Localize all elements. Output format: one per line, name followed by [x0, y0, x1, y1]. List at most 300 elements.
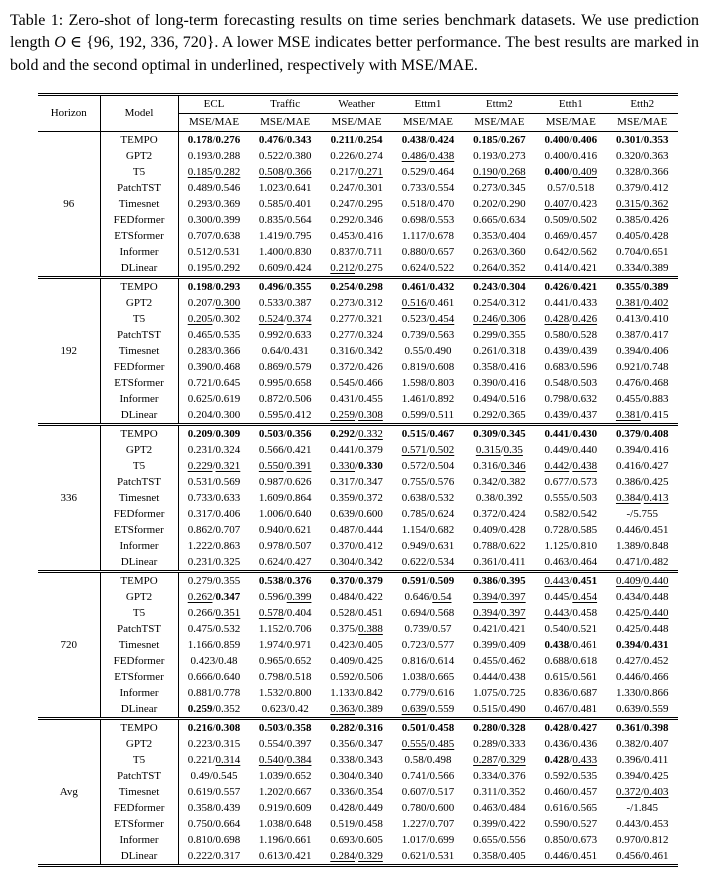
metric-value: 0.457: [572, 230, 598, 243]
metric-value: 0.324: [358, 329, 383, 342]
metric-value: 0.261: [473, 345, 498, 358]
table-row: [38, 669, 678, 685]
table-row: [38, 148, 678, 164]
result-cell: 0.400/0.409: [544, 166, 598, 179]
metric-value: 0.542: [572, 508, 598, 521]
metric-value: 0.246: [473, 313, 498, 326]
metric-value: 0.468: [643, 377, 669, 390]
horizon-label: 336: [38, 425, 100, 572]
metric-value: 0.444: [358, 524, 383, 537]
result-cell: 0.259/0.308: [330, 409, 383, 422]
metric-value: 0.655: [473, 834, 498, 847]
metric-value: 0.467: [429, 428, 455, 441]
metric-value: 0.301: [615, 134, 641, 147]
metric-value: 0.330: [330, 460, 356, 473]
metric-value: 0.427: [572, 722, 598, 735]
metric-value: 0.428: [330, 802, 356, 815]
model-label: Timesnet: [100, 637, 178, 653]
metric-value: 0.315: [615, 198, 641, 211]
metric-value: 0.446: [544, 850, 570, 863]
model-label: FEDformer: [100, 653, 178, 669]
result-cell: 0.965/0.652: [258, 655, 312, 668]
metric-value: 0.185: [473, 134, 498, 147]
metric-value: 0.226: [330, 150, 356, 163]
metric-value: 0.532: [215, 623, 241, 636]
metric-value: 0.212: [330, 262, 356, 275]
horizon-block-96: [38, 132, 678, 278]
result-cell: 0.438/0.461: [544, 639, 598, 652]
result-cell: 0.444/0.438: [473, 671, 526, 684]
result-cell: 1.419/0.795: [258, 230, 312, 243]
metric-value: 0.512: [187, 246, 213, 259]
table-row: [38, 490, 678, 506]
metric-value: 0.231: [187, 444, 213, 457]
result-cell: 0.443/0.458: [544, 607, 598, 620]
result-cell: 0.423/0.48: [190, 655, 238, 668]
metric-value: 0.798: [544, 393, 570, 406]
metric-value: 0.521: [572, 623, 598, 636]
metric-value: 1.227: [401, 818, 427, 831]
result-cell: 0.247/0.295: [330, 198, 383, 211]
result-cell: 0.381/0.415: [615, 409, 669, 422]
metric-value: 0.585: [258, 198, 284, 211]
metric-value: 0.859: [215, 639, 241, 652]
metric-value: 0.436: [572, 738, 598, 751]
metric-value: 0.353: [473, 230, 498, 243]
metric-value: 0.624: [258, 556, 284, 569]
result-cell: 0.334/0.376: [473, 770, 526, 783]
metric-value: 0.254: [330, 281, 356, 294]
metric-value: 0.391: [286, 460, 312, 473]
metric-value: 0.506: [286, 393, 312, 406]
metric-value: 0.561: [572, 671, 598, 684]
result-cell: 1.400/0.830: [258, 246, 312, 259]
result-cell: 0.292/0.332: [330, 428, 383, 441]
metric-value: 0.490: [500, 703, 526, 716]
metric-value: 0.518: [569, 182, 595, 195]
metric-value: 0.342: [358, 556, 383, 569]
metric-value: 0.387: [286, 297, 312, 310]
metric-value: 0.385: [615, 214, 641, 227]
metric-value: 0.566: [429, 770, 455, 783]
result-cell: 0.273/0.345: [473, 182, 526, 195]
metric-value: 0.411: [501, 556, 526, 569]
result-cell: 0.585/0.401: [258, 198, 312, 211]
table-row: [38, 244, 678, 260]
metric-value: 0.372: [473, 508, 498, 521]
result-cell: 0.372/0.424: [473, 508, 526, 521]
metric-value: 0.427: [615, 655, 641, 668]
metric-value: 1.133: [330, 687, 356, 700]
result-cell: 0.413/0.410: [615, 313, 669, 326]
metric-value: 0.247: [330, 182, 356, 195]
metric-value: 0.431: [330, 393, 356, 406]
metric-value: 0.382: [615, 738, 641, 751]
table-row: [38, 375, 678, 391]
metric-value: 0.626: [286, 476, 312, 489]
metric-value: 0.205: [187, 313, 213, 326]
result-cell: 0.334/0.389: [615, 262, 669, 275]
metric-value: 0.830: [286, 246, 312, 259]
table-row: [38, 605, 678, 621]
result-cell: 0.707/0.638: [187, 230, 241, 243]
metric-value: 1.400: [258, 246, 284, 259]
metric-value: 0.394: [615, 639, 641, 652]
horizon-label: 96: [38, 132, 100, 278]
metric-value: 0.311: [473, 786, 498, 799]
metric-value: 1.532: [258, 687, 284, 700]
result-cell: 0.387/0.417: [615, 329, 669, 342]
model-label: FEDformer: [100, 800, 178, 816]
table-row: [38, 458, 678, 474]
result-cell: 0.446/0.451: [615, 524, 669, 537]
result-cell: 0.461/0.432: [401, 281, 455, 294]
metric-value: 0.404: [286, 607, 312, 620]
metric-value: 0.529: [401, 166, 427, 179]
metric-value: 0.336: [330, 786, 356, 799]
metric-value: 0.780: [401, 802, 427, 815]
metric-value: 0.503: [572, 492, 598, 505]
result-cell: 0.304/0.342: [330, 556, 383, 569]
metric-value: 0.292: [330, 428, 356, 441]
metric-value: 0.778: [215, 687, 241, 700]
result-cell: 0.279/0.355: [187, 575, 241, 588]
metric-value: 0.978: [258, 540, 284, 553]
metric-value: 0.355: [286, 281, 312, 294]
result-cell: 0.381/0.402: [615, 297, 669, 310]
result-cell: 0.361/0.411: [473, 556, 526, 569]
result-cell: 0.363/0.389: [330, 703, 383, 716]
metric-value: 0.486: [401, 150, 427, 163]
metric-value: 0.268: [500, 166, 526, 179]
metric-value: 0.921: [615, 361, 641, 374]
metric-value: 0.842: [358, 687, 383, 700]
metric-value: 0.300: [187, 214, 213, 227]
metric-value: 0.399: [473, 639, 498, 652]
metric-value: 0.463: [473, 802, 498, 815]
result-cell: 0.311/0.352: [473, 786, 526, 799]
result-cell: 0.881/0.778: [187, 687, 241, 700]
metric-value: 0.657: [429, 246, 455, 259]
metric-value: 0.413: [643, 492, 669, 505]
metric-value: 0.518: [401, 198, 427, 211]
result-cell: 0.469/0.457: [544, 230, 598, 243]
metric-value: 0.416: [500, 361, 526, 374]
metric-value: 0.271: [358, 166, 383, 179]
metric-value: 0.618: [572, 655, 598, 668]
metric-value: 0.522: [258, 150, 284, 163]
metric-value: 0.416: [572, 150, 598, 163]
metric-value: 0.343: [286, 134, 312, 147]
metric-value: 1.152: [258, 623, 284, 636]
table-row: [38, 196, 678, 212]
metric-value: 0.465: [187, 329, 213, 342]
metric-value: 0.531: [215, 246, 241, 259]
result-cell: 0.423/0.405: [330, 639, 383, 652]
metric-value: 0.431: [643, 639, 669, 652]
model-label: T5: [100, 311, 178, 327]
metric-value: 0.243: [473, 281, 498, 294]
result-cell: 0.254/0.298: [330, 281, 383, 294]
metric-value: 0.595: [258, 409, 284, 422]
result-cell: 0.455/0.883: [615, 393, 669, 406]
result-cell: 1.017/0.699: [401, 834, 455, 847]
metric-value: 0.314: [215, 754, 241, 767]
metric-value: 0.451: [572, 575, 598, 588]
metric-value: 0.608: [429, 361, 455, 374]
result-cell: 0.439/0.439: [544, 345, 598, 358]
model-label: FEDformer: [100, 506, 178, 522]
result-cell: 0.421/0.421: [473, 623, 526, 636]
metric-value: 0.621: [286, 524, 312, 537]
result-cell: 0.427/0.452: [615, 655, 669, 668]
model-label: DLinear: [100, 848, 178, 866]
metric-value: 0.300: [215, 297, 241, 310]
metric-value: 0.863: [215, 540, 241, 553]
metric-value: 0.287: [473, 754, 498, 767]
result-cell: 0.58/0.498: [404, 754, 452, 767]
metric-value: 0.254: [357, 134, 383, 147]
metric-value: 0.798: [258, 671, 284, 684]
metric-value: 0.699: [429, 834, 455, 847]
metric-value: 0.354: [358, 786, 383, 799]
model-label: Timesnet: [100, 343, 178, 359]
result-cell: 0.693/0.605: [330, 834, 383, 847]
metric-value: 0.372: [330, 361, 356, 374]
metric-value: 0.576: [429, 476, 455, 489]
table-row: [38, 164, 678, 180]
result-cell: 0.441/0.379: [330, 444, 383, 457]
table-row: [38, 832, 678, 848]
metric-value: 0.741: [401, 770, 427, 783]
result-cell: 1.461/0.892: [401, 393, 455, 406]
result-cell: 0.449/0.440: [544, 444, 598, 457]
metric-value: 0.400: [544, 166, 570, 179]
metric-value: 0.651: [643, 246, 669, 259]
model-label: GPT2: [100, 148, 178, 164]
result-cell: 0.394/0.406: [615, 345, 669, 358]
dataset-header-traffic: Traffic: [249, 95, 320, 114]
result-cell: 0.872/0.506: [258, 393, 312, 406]
result-cell: 0.379/0.408: [615, 428, 669, 441]
dataset-header-etth2: Etth2: [606, 95, 678, 114]
result-cell: 0.548/0.503: [544, 377, 598, 390]
metric-value: 0.417: [643, 329, 669, 342]
result-cell: 0.518/0.470: [401, 198, 455, 211]
model-label: Informer: [100, 685, 178, 701]
metric-value: 0.555: [401, 738, 427, 751]
metric-value: 0.416: [643, 444, 669, 457]
metric-value: 0.641: [286, 182, 312, 195]
result-cell: 0.358/0.416: [473, 361, 526, 374]
result-cell: 0.409/0.428: [473, 524, 526, 537]
table-row: [38, 474, 678, 490]
metric-value: 0.292: [330, 214, 356, 227]
metric-value: 0.446: [615, 671, 641, 684]
result-cell: 0.503/0.356: [258, 428, 312, 441]
result-cell: 0.57/0.518: [547, 182, 595, 195]
metric-value: 0.321: [358, 313, 383, 326]
horizon-label: Avg: [38, 719, 100, 866]
metric-value: 0.471: [615, 556, 641, 569]
result-cell: 0.394/0.416: [615, 444, 669, 457]
result-cell: -/1.845: [626, 802, 658, 815]
result-cell: 0.880/0.657: [401, 246, 455, 259]
result-cell: 0.850/0.673: [544, 834, 598, 847]
result-cell: 0.816/0.614: [401, 655, 455, 668]
metric-value: 0.565: [572, 802, 598, 815]
result-cell: 0.266/0.351: [187, 607, 241, 620]
metric-value: 0.562: [572, 246, 598, 259]
result-cell: 0.590/0.527: [544, 818, 598, 831]
result-cell: 0.254/0.312: [473, 297, 526, 310]
metric-value: 0.677: [544, 476, 570, 489]
model-label: T5: [100, 458, 178, 474]
metric-value: 0.872: [258, 393, 284, 406]
metric-value: 0.572: [401, 460, 427, 473]
metric-value: 0.325: [215, 556, 241, 569]
model-label: GPT2: [100, 295, 178, 311]
metric-value: 0.506: [358, 671, 383, 684]
result-cell: 0.273/0.312: [330, 297, 383, 310]
model-label: DLinear: [100, 407, 178, 425]
metric-value: 0.360: [500, 246, 526, 259]
metric-value: 0.356: [330, 738, 356, 751]
metric-value: 0.401: [286, 198, 312, 211]
result-cell: 0.330/0.330: [330, 460, 383, 473]
result-cell: 0.390/0.468: [187, 361, 241, 374]
result-cell: 0.529/0.464: [401, 166, 455, 179]
metric-value: 0.209: [187, 428, 213, 441]
result-cell: 0.578/0.404: [258, 607, 312, 620]
metric-value: 1.075: [473, 687, 498, 700]
metric-value: 0.779: [401, 687, 427, 700]
metric-value: 0.638: [215, 230, 241, 243]
result-cell: 0.819/0.608: [401, 361, 455, 374]
result-cell: 0.592/0.506: [330, 671, 383, 684]
metric-value: 0.517: [429, 786, 455, 799]
metric-value: 0.321: [215, 460, 241, 473]
metric-value: 0.622: [401, 556, 427, 569]
header-row-datasets: [38, 95, 678, 114]
metric-value: 0.309: [215, 428, 241, 441]
metric-value: 0.683: [544, 361, 570, 374]
metric-value: 0.613: [258, 850, 284, 863]
metric-value: 0.426: [643, 214, 669, 227]
table-row: [38, 752, 678, 768]
metric-value: 0.443: [544, 607, 570, 620]
metric-value: 0.204: [187, 409, 213, 422]
result-cell: 0.538/0.376: [258, 575, 312, 588]
result-cell: 0.399/0.409: [473, 639, 526, 652]
metric-value: 0.363: [643, 150, 669, 163]
metric-value: 0.476: [615, 377, 641, 390]
metric-value: 0.682: [429, 524, 455, 537]
result-cell: 1.154/0.682: [401, 524, 455, 537]
metric-value: 0.332: [358, 428, 383, 441]
metric-value: 0.198: [187, 281, 213, 294]
result-cell: 0.428/0.449: [330, 802, 383, 815]
result-cell: 0.456/0.461: [615, 850, 669, 863]
result-cell: 0.836/0.687: [544, 687, 598, 700]
result-cell: 0.476/0.468: [615, 377, 669, 390]
metric-value: 0.458: [429, 722, 455, 735]
metric-value: 0.178: [187, 134, 213, 147]
metric-value: 0.992: [258, 329, 284, 342]
result-cell: 0.524/0.374: [258, 313, 312, 326]
metric-value: 0.665: [429, 671, 455, 684]
result-cell: 0.372/0.403: [615, 786, 669, 799]
table-row: [38, 180, 678, 196]
metric-value: 0.866: [643, 687, 669, 700]
metric-value: 0.57: [432, 623, 452, 636]
result-cell: 0.970/0.812: [615, 834, 669, 847]
metric-value: 0.389: [643, 262, 669, 275]
metric-value: 0.381: [615, 297, 641, 310]
metric-value: 0.279: [187, 575, 213, 588]
metric-value: 0.394: [615, 770, 641, 783]
metric-value: 0.554: [429, 182, 455, 195]
metric-value: 0.503: [258, 428, 284, 441]
result-cell: 1.023/0.641: [258, 182, 312, 195]
metric-value: 0.422: [358, 591, 383, 604]
metric-value: 0.970: [615, 834, 641, 847]
result-cell: 0.379/0.412: [615, 182, 669, 195]
metric-value: 0.528: [572, 329, 598, 342]
metric-value: 0.434: [615, 591, 641, 604]
metric-value: 0.502: [429, 444, 455, 457]
result-cell: 0.178/0.276: [187, 134, 241, 147]
metric-value: 0.58: [404, 754, 424, 767]
metric-value: 0.496: [258, 281, 284, 294]
result-cell: 1.974/0.971: [258, 639, 312, 652]
metric-value: 0.995: [258, 377, 284, 390]
metric-value: 0.456: [615, 850, 641, 863]
result-cell: 0.445/0.454: [544, 591, 598, 604]
metric-value: 0.428: [643, 230, 669, 243]
metric-value: 0.54: [432, 591, 452, 604]
metric-value: 0.399: [215, 214, 241, 227]
metric-value: 0.273: [330, 297, 356, 310]
result-cell: 0.394/0.397: [473, 591, 526, 604]
metric-value: 0.386: [615, 476, 641, 489]
metric-value: 1.196: [258, 834, 284, 847]
result-cell: 0.471/0.482: [615, 556, 669, 569]
result-cell: 0.509/0.502: [544, 214, 598, 227]
metric-value: 0.864: [286, 492, 312, 505]
result-cell: 0.301/0.353: [615, 134, 669, 147]
result-cell: 0.400/0.416: [544, 150, 598, 163]
metric-value: 0.347: [215, 591, 241, 604]
metric-value: 1.330: [615, 687, 641, 700]
metric-value: 0.707: [429, 818, 455, 831]
metric-value: 0.376: [286, 575, 312, 588]
result-cell: 0.625/0.619: [187, 393, 241, 406]
model-label: GPT2: [100, 589, 178, 605]
metric-value: 0.292: [215, 262, 241, 275]
result-cell: 0.55/0.490: [404, 345, 452, 358]
model-label: Informer: [100, 391, 178, 407]
result-cell: 0.355/0.389: [615, 281, 669, 294]
metric-value: 0.300: [215, 409, 241, 422]
metric-value: 0.614: [429, 655, 455, 668]
metric-value: 0.308: [358, 409, 383, 422]
metric-value: 0.615: [544, 671, 570, 684]
result-cell: 0.571/0.502: [401, 444, 455, 457]
result-cell: 0.49/0.545: [190, 770, 238, 783]
result-cell: 0.185/0.282: [187, 166, 241, 179]
result-cell: 0.394/0.431: [615, 639, 669, 652]
